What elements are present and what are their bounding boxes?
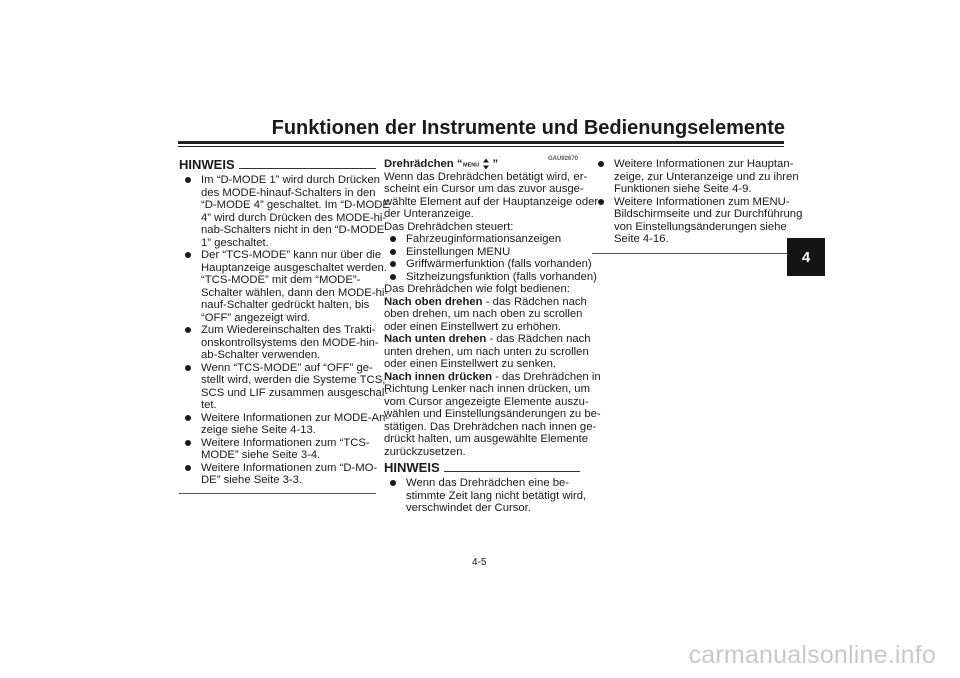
intro-line: Wenn das Drehrädchen betätigt wird, er- [384, 170, 588, 183]
page-number: 4-5 [472, 557, 487, 568]
bullet-line: Wenn “TCS-MODE” auf “OFF” ge- [201, 361, 373, 374]
push-in-paragraph [384, 370, 601, 459]
hinweis-header-2 [384, 461, 580, 475]
column-end-rule [592, 253, 788, 254]
hinweis-list-2 [384, 477, 587, 515]
bullet-line: Zum Wiedereinschalten des Trakti- [201, 324, 376, 336]
section-heading [384, 158, 580, 171]
scroll-down-paragraph [384, 333, 591, 371]
chapter-tab: 4 [787, 238, 825, 276]
column-left [179, 157, 390, 494]
bullet-item [179, 174, 390, 249]
bullet-line: DE” siehe Seite 3-3. [201, 474, 303, 486]
term-description: - das Rädchen nach [482, 295, 587, 308]
bullet-line: Wenn das Drehrädchen eine be- [406, 477, 570, 489]
bullet-line: des MODE-hinauf-Schalters in den [201, 186, 376, 199]
hinweis-label: HINWEIS [179, 157, 235, 172]
title-rule-thick [178, 141, 784, 144]
paragraph-line: vom Cursor angezeigte Elemente auszu- [384, 395, 589, 408]
bullet-item [179, 249, 389, 324]
bullet-line: stimmte Zeit lang nicht betätigt wird, [406, 489, 587, 502]
info-list [592, 158, 803, 246]
paragraph-line: wählen und Einstellungsänderungen zu be- [384, 408, 601, 420]
paragraph-line [384, 295, 587, 309]
hinweis-list [179, 174, 390, 487]
paragraph-line: Richtung Lenker nach innen drücken, um [384, 383, 590, 395]
bullet-line: stellt wird, werden die Systeme TCS, [201, 374, 386, 386]
bullet-line: zeige siehe Seite 4-13. [201, 424, 316, 436]
bullet-line: Weitere Informationen zum “D-MO- [201, 461, 378, 474]
paragraph-line: zurückzusetzen. [384, 445, 466, 458]
scroll-up-paragraph [384, 295, 587, 334]
bullet-line: Im “D-MODE 1” wird durch Drücken [201, 174, 380, 186]
term-description: - das Drehrädchen in [491, 370, 601, 383]
bullet-item [179, 462, 376, 487]
bullet-line: onskontrollsystems den MODE-hin- [201, 336, 379, 349]
bullet-line: “OFF” angezeigt wird. [201, 311, 311, 324]
controls-list [384, 233, 597, 283]
bullet-item [384, 477, 587, 515]
bullet-item [179, 324, 379, 362]
bullet-line: Bildschirmseite und zur Durchführung [614, 208, 803, 220]
menu-icon-label: MENU [463, 162, 480, 169]
bullet-line: Hauptanzeige ausgeschaltet werden. [201, 261, 387, 274]
term-label: Nach oben drehen [384, 295, 483, 308]
bullet-line: MODE” siehe Seite 3-4. [201, 449, 321, 461]
bullet-line: “D-MODE 4” geschaltet. Im “D-MODE [201, 199, 390, 211]
bullet-line: Seite 4-16. [614, 233, 669, 245]
paragraph-line: unten drehen, um nach unten zu scrollen [384, 345, 589, 358]
reference-code: GAU92670 [547, 156, 578, 162]
operate-line: Das Drehrädchen wie folgt bedienen: [384, 283, 570, 295]
menu-dial-icon [463, 158, 491, 170]
paragraph-line: drückt halten, um ausgewählte Elemente [384, 433, 589, 445]
bullet-line: verschwindet der Cursor. [406, 502, 531, 514]
bullet-line: SCS und LIF zusammen ausgeschal- [201, 386, 389, 399]
bullet-line: Der “TCS-MODE” kann nur über die [201, 249, 382, 261]
watermark: carmanualsonline.info [688, 641, 936, 669]
bullet-line: 1” geschaltet. [201, 236, 269, 249]
column-middle [384, 156, 601, 515]
term-label: Nach unten drehen [384, 333, 487, 345]
bullet-line: ab-Schalter verwenden. [201, 349, 321, 361]
column-right [592, 158, 803, 254]
bullet-line: 4” wird durch Drücken des MODE-hi- [201, 211, 387, 224]
intro-line: der Unteranzeige. [384, 208, 474, 220]
bullet-line: Weitere Informationen zum “TCS- [201, 436, 370, 449]
bullet-line: Funktionen siehe Seite 4-9. [614, 183, 752, 195]
hinweis-rule [239, 168, 376, 169]
bullet-line: nab-Schalters nicht in den “D-MODE [201, 224, 385, 236]
heading-close-quote: ” [492, 158, 499, 170]
bullet-item [179, 361, 389, 412]
bullet-line: von Einstellungsänderungen siehe [614, 220, 787, 233]
bullet-line: Schalter wählen, dann den MODE-hi- [201, 286, 389, 299]
title-rule-thin [178, 146, 784, 147]
bullet-line: “TCS-MODE” mit dem “MODE”- [201, 274, 361, 286]
bullet-line: Weitere Informationen zur Hauptan- [614, 158, 794, 170]
bullet-item [179, 437, 376, 462]
paragraph-line: oben drehen, um nach oben zu scrollen [384, 308, 583, 320]
heading-text: Drehrädchen “ [384, 158, 463, 170]
paragraph-line: stätigen. Das Drehrädchen nach innen ge- [384, 420, 597, 433]
hinweis-header [179, 158, 376, 172]
intro-line: Das Drehrädchen steuert: [384, 220, 514, 233]
term-description: - das Rädchen nach [486, 333, 591, 345]
bullet-item [179, 411, 390, 437]
control-item: Einstellungen MENU [384, 246, 580, 259]
hinweis-label-2: HINWEIS [384, 460, 440, 475]
bullet-line: Weitere Informationen zum MENU- [614, 195, 790, 208]
hinweis-end-rule [179, 493, 376, 494]
page-title: Funktionen der Instrumente und Bedienungselemente [271, 117, 785, 139]
bullet-item [592, 158, 799, 196]
bullet-line: nauf-Schalter gedrückt halten, bis [201, 299, 370, 311]
paragraph-line [384, 370, 601, 384]
paragraph-line [384, 333, 591, 346]
bullet-line: tet. [201, 399, 217, 411]
bullet-line: Weitere Informationen zur MODE-An- [201, 411, 390, 424]
paragraph-line: oder einen Einstellwert zu senken. [384, 358, 557, 370]
control-item: Griffwärmerfunktion (falls vorhanden) [384, 258, 580, 271]
intro-line: wählte Element auf der Hauptanzeige oder [384, 195, 599, 208]
term-label: Nach innen drücken [384, 370, 492, 383]
bullet-item [592, 195, 803, 246]
intro-paragraph [384, 170, 599, 234]
control-item: Sitzheizungsfunktion (falls vorhanden) [384, 271, 580, 284]
intro-line: scheint ein Cursor um das zuvor ausge- [384, 183, 584, 195]
hinweis-rule-2 [444, 471, 580, 472]
bullet-line: zeige, zur Unteranzeige und zu ihren [614, 170, 799, 183]
paragraph-line: oder einen Einstellwert zu erhöhen. [384, 320, 562, 333]
control-item: Fahrzeuginformationsanzeigen [384, 233, 580, 246]
